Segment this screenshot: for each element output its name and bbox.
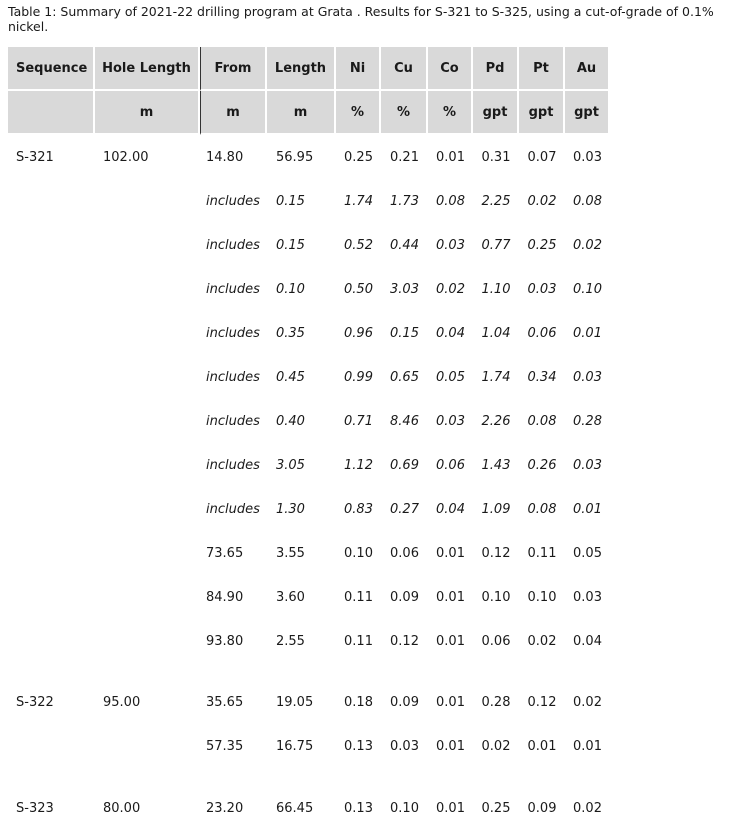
cell-length: 3.55 xyxy=(276,545,305,561)
table-row xyxy=(8,619,610,663)
cell-ni: 0.83 xyxy=(344,501,373,517)
cell-length: 19.05 xyxy=(276,694,314,710)
cell-from: 23.20 xyxy=(206,800,244,816)
col-header-length: Length xyxy=(267,47,336,91)
cell-ni: 0.52 xyxy=(344,237,373,253)
cell-length: 3.60 xyxy=(276,589,305,605)
cell-ni: 0.96 xyxy=(344,325,373,341)
cell-pt: 0.09 xyxy=(527,800,557,816)
cell-sequence xyxy=(8,487,95,531)
table-row xyxy=(8,223,610,267)
cell-co: 0.06 xyxy=(436,457,465,473)
cell-au: 0.01 xyxy=(573,325,602,341)
cell-length: 1.30 xyxy=(276,501,305,517)
cell-from: includes xyxy=(206,281,260,297)
cell-hole-length xyxy=(95,355,200,399)
cell-from: includes xyxy=(206,457,260,473)
cell-length: 66.45 xyxy=(276,800,314,816)
cell-co: 0.01 xyxy=(436,738,465,754)
table-caption: Table 1: Summary of 2021-22 drilling program at Grata . Results for S-321 to S-325, using a cut-of-grade of 0.1% nickel. xyxy=(8,4,714,34)
cell-from: includes xyxy=(206,413,260,429)
cell-sequence xyxy=(8,724,95,768)
cell-hole-length xyxy=(95,179,200,223)
cell-cu: 3.03 xyxy=(390,281,419,297)
cell-hole-length: 80.00 xyxy=(103,800,141,816)
cell-co: 0.05 xyxy=(436,369,465,385)
table-row xyxy=(8,135,610,179)
cell-pd: 0.28 xyxy=(481,694,511,710)
unit-co: % xyxy=(428,91,473,135)
cell-ni: 0.13 xyxy=(344,800,373,816)
cell-au: 0.03 xyxy=(573,589,602,605)
cell-hole-length xyxy=(95,487,200,531)
spacer-cell xyxy=(8,768,610,786)
cell-from: includes xyxy=(206,237,260,253)
col-header-hole-length: Hole Length xyxy=(95,47,200,91)
unit-pd: gpt xyxy=(473,91,519,135)
cell-ni: 0.25 xyxy=(344,149,373,165)
cell-co: 0.01 xyxy=(436,633,465,649)
cell-cu: 0.15 xyxy=(390,325,419,341)
cell-co: 0.01 xyxy=(436,149,465,165)
cell-hole-length xyxy=(95,531,200,575)
cell-pt: 0.08 xyxy=(527,413,557,429)
table-row xyxy=(8,680,610,724)
cell-au: 0.05 xyxy=(573,545,602,561)
cell-sequence: S-321 xyxy=(16,149,54,165)
cell-pt: 0.07 xyxy=(527,149,557,165)
table-row xyxy=(8,179,610,223)
cell-au: 0.01 xyxy=(573,501,602,517)
cell-pt: 0.10 xyxy=(527,589,557,605)
cell-hole-length: 95.00 xyxy=(103,694,141,710)
cell-ni: 0.18 xyxy=(344,694,373,710)
cell-pt: 0.12 xyxy=(527,694,557,710)
cell-length: 3.05 xyxy=(276,457,305,473)
cell-co: 0.04 xyxy=(436,501,465,517)
cell-pt: 0.26 xyxy=(527,457,557,473)
col-header-pt: Pt xyxy=(519,47,565,91)
cell-co: 0.03 xyxy=(436,237,465,253)
cell-pt: 0.02 xyxy=(527,193,557,209)
cell-au: 0.02 xyxy=(573,694,602,710)
cell-from: includes xyxy=(206,325,260,341)
cell-cu: 0.69 xyxy=(390,457,419,473)
cell-hole-length: 102.00 xyxy=(103,149,149,165)
cell-au: 0.28 xyxy=(573,413,602,429)
cell-from: 84.90 xyxy=(206,589,244,605)
cell-pt: 0.34 xyxy=(527,369,557,385)
cell-pd: 0.10 xyxy=(481,589,511,605)
cell-au: 0.10 xyxy=(573,281,602,297)
cell-au: 0.02 xyxy=(573,237,602,253)
unit-hole-length: m xyxy=(95,91,200,135)
cell-from: 57.35 xyxy=(206,738,244,754)
cell-pd: 1.04 xyxy=(481,325,511,341)
cell-cu: 0.06 xyxy=(390,545,419,561)
unit-sequence xyxy=(8,91,95,135)
table-row xyxy=(8,355,610,399)
cell-ni: 0.11 xyxy=(344,633,373,649)
cell-hole-length xyxy=(95,223,200,267)
cell-from: 73.65 xyxy=(206,545,244,561)
cell-cu: 0.12 xyxy=(390,633,419,649)
cell-sequence xyxy=(8,575,95,619)
cell-from: 14.80 xyxy=(206,149,244,165)
cell-cu: 8.46 xyxy=(390,413,419,429)
unit-cu: % xyxy=(381,91,428,135)
unit-from: m xyxy=(200,91,267,135)
cell-pt: 0.11 xyxy=(527,545,557,561)
cell-ni: 0.10 xyxy=(344,545,373,561)
cell-length: 0.15 xyxy=(276,237,305,253)
cell-au: 0.01 xyxy=(573,738,602,754)
cell-cu: 0.09 xyxy=(390,589,419,605)
cell-hole-length xyxy=(95,399,200,443)
table-row xyxy=(8,531,610,575)
table-row xyxy=(8,443,610,487)
cell-pt: 0.02 xyxy=(527,633,557,649)
cell-pd: 1.09 xyxy=(481,501,511,517)
cell-hole-length xyxy=(95,443,200,487)
table-row xyxy=(8,267,610,311)
cell-length: 0.10 xyxy=(276,281,305,297)
spacer-row xyxy=(8,663,610,680)
cell-sequence xyxy=(8,399,95,443)
drilling-results-table xyxy=(8,47,610,830)
cell-length: 16.75 xyxy=(276,738,314,754)
table-row xyxy=(8,399,610,443)
col-header-co: Co xyxy=(428,47,473,91)
cell-co: 0.04 xyxy=(436,325,465,341)
cell-au: 0.02 xyxy=(573,800,602,816)
cell-hole-length xyxy=(95,311,200,355)
cell-pd: 1.10 xyxy=(481,281,511,297)
cell-cu: 0.03 xyxy=(390,738,419,754)
cell-sequence xyxy=(8,619,95,663)
cell-pt: 0.03 xyxy=(527,281,557,297)
cell-sequence: S-323 xyxy=(16,800,54,816)
cell-length: 0.15 xyxy=(276,193,305,209)
cell-cu: 0.27 xyxy=(390,501,419,517)
cell-cu: 0.65 xyxy=(390,369,419,385)
cell-hole-length xyxy=(95,724,200,768)
cell-ni: 0.13 xyxy=(344,738,373,754)
cell-length: 2.55 xyxy=(276,633,305,649)
cell-ni: 1.74 xyxy=(344,193,373,209)
unit-au: gpt xyxy=(565,91,610,135)
cell-length: 0.40 xyxy=(276,413,305,429)
cell-au: 0.03 xyxy=(573,149,602,165)
cell-co: 0.08 xyxy=(436,193,465,209)
cell-pt: 0.08 xyxy=(527,501,557,517)
table-row xyxy=(8,724,610,768)
cell-from: includes xyxy=(206,193,260,209)
cell-co: 0.01 xyxy=(436,545,465,561)
cell-hole-length xyxy=(95,619,200,663)
cell-au: 0.03 xyxy=(573,369,602,385)
table-row xyxy=(8,487,610,531)
cell-pd: 1.74 xyxy=(481,369,511,385)
cell-co: 0.02 xyxy=(436,281,465,297)
col-header-ni: Ni xyxy=(336,47,381,91)
cell-sequence xyxy=(8,531,95,575)
header-row xyxy=(8,47,610,91)
cell-pd: 0.06 xyxy=(481,633,511,649)
cell-pd: 0.12 xyxy=(481,545,511,561)
cell-cu: 0.09 xyxy=(390,694,419,710)
cell-length: 56.95 xyxy=(276,149,314,165)
cell-from: includes xyxy=(206,501,260,517)
cell-cu: 1.73 xyxy=(390,193,419,209)
cell-from: includes xyxy=(206,369,260,385)
cell-pd: 0.31 xyxy=(481,149,511,165)
cell-cu: 0.21 xyxy=(390,149,419,165)
cell-pd: 2.26 xyxy=(481,413,511,429)
cell-au: 0.04 xyxy=(573,633,602,649)
cell-cu: 0.44 xyxy=(390,237,419,253)
cell-sequence xyxy=(8,443,95,487)
cell-length: 0.35 xyxy=(276,325,305,341)
col-header-sequence: Sequence xyxy=(8,47,95,91)
cell-ni: 0.71 xyxy=(344,413,373,429)
cell-pt: 0.01 xyxy=(527,738,557,754)
cell-pd: 0.77 xyxy=(481,237,511,253)
cell-length: 0.45 xyxy=(276,369,305,385)
cell-pd: 2.25 xyxy=(481,193,511,209)
units-row xyxy=(8,91,610,135)
cell-pt: 0.06 xyxy=(527,325,557,341)
unit-ni: % xyxy=(336,91,381,135)
cell-hole-length xyxy=(95,267,200,311)
spacer-cell xyxy=(8,663,610,680)
unit-length: m xyxy=(267,91,336,135)
cell-sequence xyxy=(8,311,95,355)
cell-pd: 1.43 xyxy=(481,457,511,473)
cell-au: 0.08 xyxy=(573,193,602,209)
cell-ni: 1.12 xyxy=(344,457,373,473)
cell-hole-length xyxy=(95,575,200,619)
cell-co: 0.03 xyxy=(436,413,465,429)
cell-sequence xyxy=(8,355,95,399)
cell-ni: 0.11 xyxy=(344,589,373,605)
cell-ni: 0.99 xyxy=(344,369,373,385)
cell-ni: 0.50 xyxy=(344,281,373,297)
cell-au: 0.03 xyxy=(573,457,602,473)
col-header-pd: Pd xyxy=(473,47,519,91)
cell-pt: 0.25 xyxy=(527,237,557,253)
cell-pd: 0.02 xyxy=(481,738,511,754)
spacer-row xyxy=(8,768,610,786)
table-row xyxy=(8,311,610,355)
cell-from: 35.65 xyxy=(206,694,244,710)
cell-co: 0.01 xyxy=(436,589,465,605)
col-header-au: Au xyxy=(565,47,610,91)
cell-pd: 0.25 xyxy=(481,800,511,816)
cell-from: 93.80 xyxy=(206,633,244,649)
col-header-cu: Cu xyxy=(381,47,428,91)
table-row xyxy=(8,786,610,830)
cell-cu: 0.10 xyxy=(390,800,419,816)
col-header-from: From xyxy=(200,47,267,91)
table-row xyxy=(8,575,610,619)
cell-sequence xyxy=(8,223,95,267)
cell-sequence: S-322 xyxy=(16,694,54,710)
unit-pt: gpt xyxy=(519,91,565,135)
cell-sequence xyxy=(8,267,95,311)
cell-sequence xyxy=(8,179,95,223)
cell-co: 0.01 xyxy=(436,694,465,710)
cell-co: 0.01 xyxy=(436,800,465,816)
